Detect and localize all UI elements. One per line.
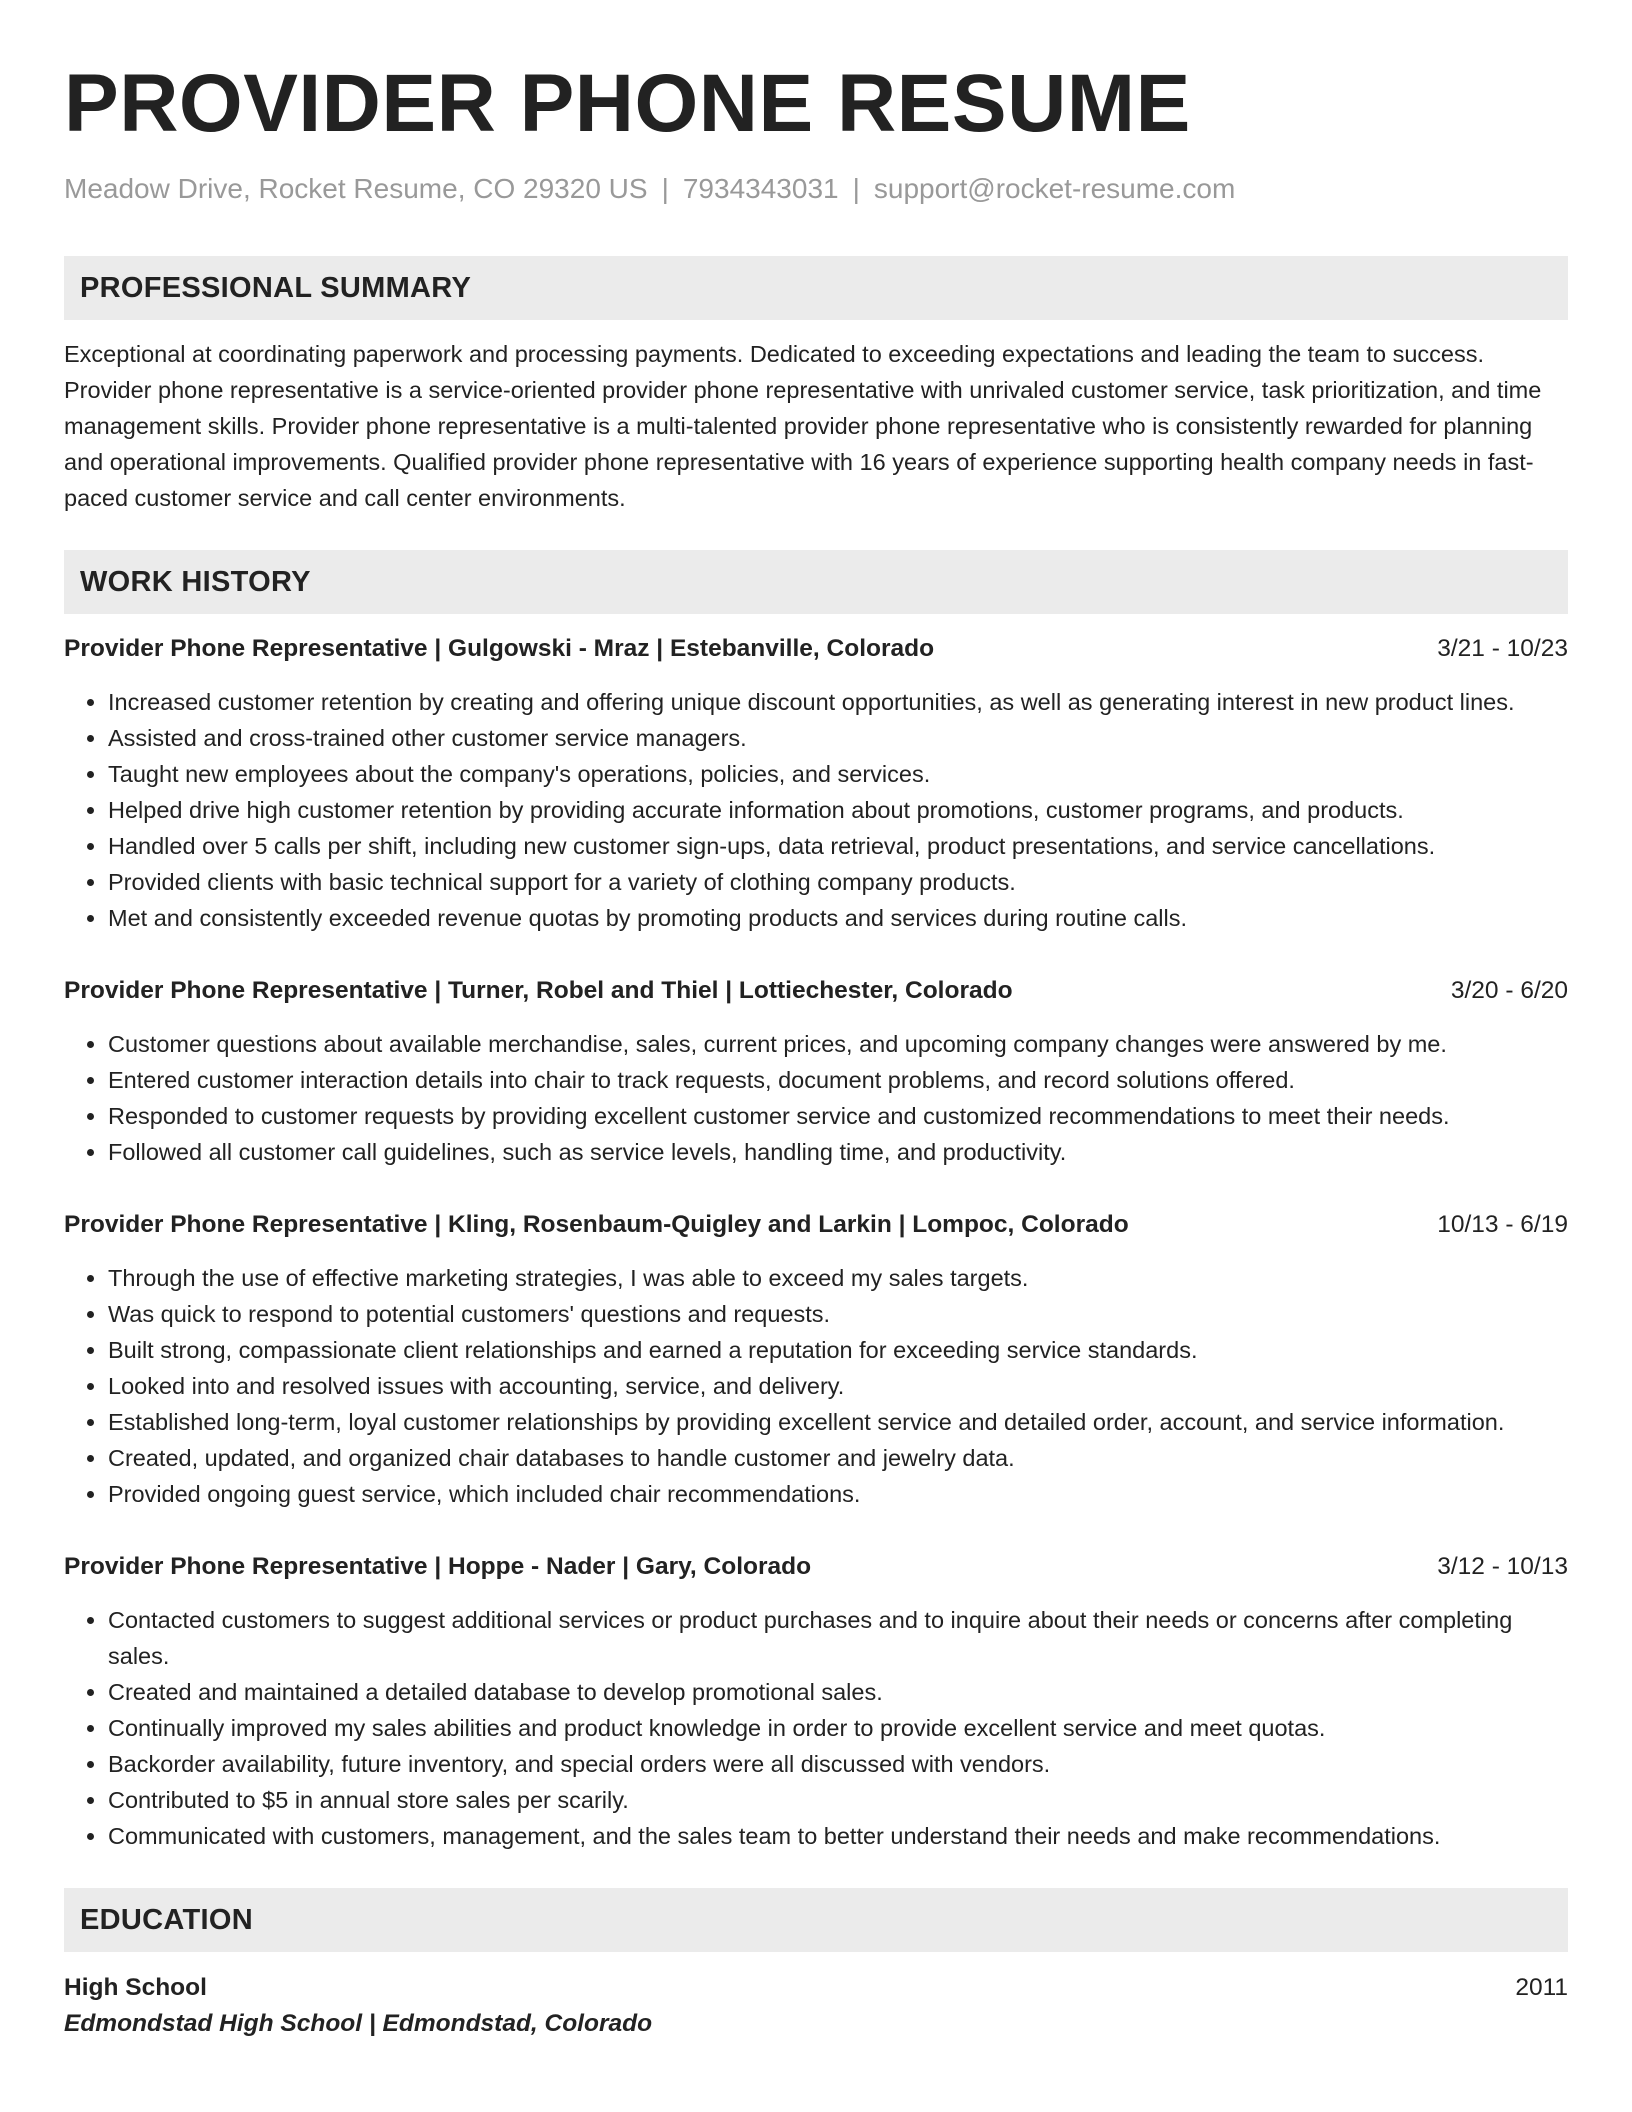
section-heading-summary: PROFESSIONAL SUMMARY — [64, 256, 1568, 320]
job-entry — [64, 1550, 1568, 1854]
job-header — [64, 1208, 1568, 1242]
education-degree: High School — [64, 1974, 207, 2001]
contact-email: support@rocket-resume.com — [873, 173, 1236, 204]
education-school: Edmondstad High School | Edmondstad, Colorado — [64, 2010, 653, 2037]
job-bullet: • Backorder availability, future inventory, and special orders were all discussed with vendors. — [108, 1746, 1568, 1782]
job-bullet: • Taught new employees about the company's operations, policies, and services. — [108, 756, 1568, 792]
job-header — [64, 632, 1568, 666]
job-bullet: • Provided clients with basic technical support for a variety of clothing company products. — [108, 864, 1568, 900]
contact-line — [64, 172, 1568, 206]
job-bullet: • Through the use of effective marketing strategies, I was able to exceed my sales targets. — [108, 1260, 1568, 1296]
job-bullets — [64, 1026, 1568, 1170]
summary-text: Exceptional at coordinating paperwork and processing payments. Dedicated to exceeding expectations and leading the team to success. Provider phone representative is a service-oriented provider phone representative with unrivaled customer service, task prioritization, and time management skills. Provider phone representative is a multi-talented provider phone representative who is consistently rewarded for planning and operational improvements. Qualified provider phone representative with 16 years of experience supporting health company needs in fast-paced customer service and call center environments. — [64, 341, 1542, 511]
job-bullet: • Looked into and resolved issues with accounting, service, and delivery. — [108, 1368, 1568, 1404]
job-bullets — [64, 1602, 1568, 1854]
education-year: 2011 — [1515, 1974, 1568, 2001]
job-dates: 3/20 - 6/20 — [1450, 977, 1568, 1004]
job-bullet: • Met and consistently exceeded revenue quotas by promoting products and services during routine calls. — [108, 900, 1568, 936]
job-title: Provider Phone Representative | Gulgowski - Mraz | Estebanville, Colorado — [64, 635, 935, 662]
job-title: Provider Phone Representative | Kling, Rosenbaum-Quigley and Larkin | Lompoc, Colorado — [64, 1211, 1129, 1238]
job-header — [64, 974, 1568, 1008]
section-heading-education: EDUCATION — [64, 1888, 1568, 1952]
contact-separator: | — [661, 173, 669, 204]
job-title: Provider Phone Representative | Hoppe - Nader | Gary, Colorado — [64, 1553, 812, 1580]
job-bullet: • Built strong, compassionate client relationships and earned a reputation for exceeding service standards. — [108, 1332, 1568, 1368]
job-bullet: • Handled over 5 calls per shift, including new customer sign-ups, data retrieval, product presentations, and service cancellations. — [108, 828, 1568, 864]
job-bullet: • Contributed to $5 in annual store sales per scarily. — [108, 1782, 1568, 1818]
section-heading-work-history: WORK HISTORY — [64, 550, 1568, 614]
job-entry — [64, 632, 1568, 936]
job-bullet: • Customer questions about available merchandise, sales, current prices, and upcoming company changes were answered by me. — [108, 1026, 1568, 1062]
job-title: Provider Phone Representative | Turner, Robel and Thiel | Lottiechester, Colorado — [64, 977, 1013, 1004]
job-dates: 3/12 - 10/13 — [1437, 1553, 1568, 1580]
job-bullet: • Followed all customer call guidelines, such as service levels, handling time, and productivity. — [108, 1134, 1568, 1170]
resume-title: PROVIDER PHONE RESUME — [64, 58, 1191, 149]
job-bullet: • Increased customer retention by creating and offering unique discount opportunities, as well as generating interest in new product lines. — [108, 684, 1568, 720]
job-bullet: • Assisted and cross-trained other customer service managers. — [108, 720, 1568, 756]
job-bullet: • Established long-term, loyal customer relationships by providing excellent service and detailed order, account, and service information. — [108, 1404, 1568, 1440]
job-dates: 10/13 - 6/19 — [1437, 1211, 1568, 1238]
contact-separator: | — [852, 173, 860, 204]
contact-phone: 7934343031 — [682, 173, 839, 204]
job-bullet: • Contacted customers to suggest additional services or product purchases and to inquire about their needs or concerns after completing sales. — [108, 1602, 1568, 1674]
job-dates: 3/21 - 10/23 — [1437, 635, 1568, 662]
job-bullet: • Responded to customer requests by providing excellent customer service and customized recommendations to meet their needs. — [108, 1098, 1568, 1134]
job-bullet: • Created and maintained a detailed database to develop promotional sales. — [108, 1674, 1568, 1710]
contact-address: Meadow Drive, Rocket Resume, CO 29320 US — [64, 173, 648, 204]
education-header — [64, 1970, 1568, 2006]
job-entry — [64, 974, 1568, 1170]
job-bullets — [64, 684, 1568, 936]
job-bullet: • Helped drive high customer retention by providing accurate information about promotions, customer programs, and products. — [108, 792, 1568, 828]
job-bullet: • Communicated with customers, management, and the sales team to better understand their needs and make recommendations. — [108, 1818, 1568, 1854]
job-header — [64, 1550, 1568, 1584]
job-bullet: • Was quick to respond to potential customers' questions and requests. — [108, 1296, 1568, 1332]
job-bullet: • Created, updated, and organized chair databases to handle customer and jewelry data. — [108, 1440, 1568, 1476]
job-bullet: • Provided ongoing guest service, which included chair recommendations. — [108, 1476, 1568, 1512]
job-bullet: • Continually improved my sales abilities and product knowledge in order to provide excellent service and meet quotas. — [108, 1710, 1568, 1746]
job-bullets — [64, 1260, 1568, 1512]
job-entry — [64, 1208, 1568, 1512]
job-bullet: • Entered customer interaction details into chair to track requests, document problems, and record solutions offered. — [108, 1062, 1568, 1098]
education-entry — [64, 1970, 1568, 2042]
